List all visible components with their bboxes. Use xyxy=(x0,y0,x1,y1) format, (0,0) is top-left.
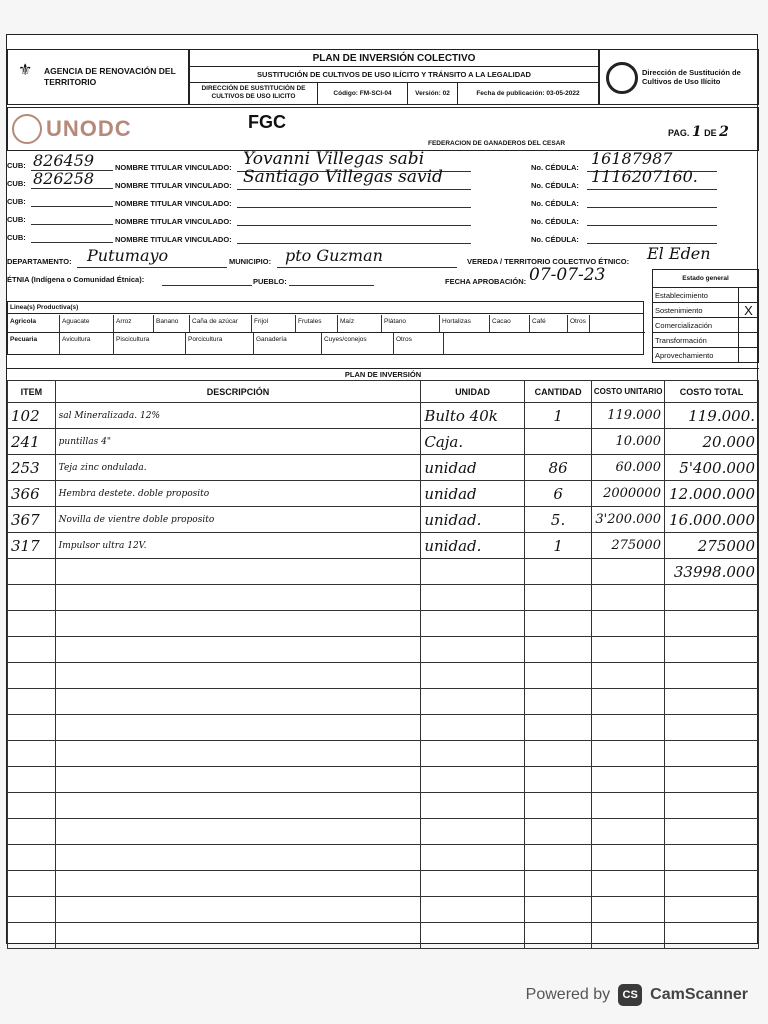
col-total: COSTO TOTAL xyxy=(664,381,758,403)
cell-item xyxy=(8,793,56,819)
linea-option[interactable]: Avicultura xyxy=(60,333,114,355)
cell-unit xyxy=(421,689,524,715)
cell-total xyxy=(664,819,758,845)
cell-desc xyxy=(55,637,421,663)
cell-qty: 6 xyxy=(524,481,592,507)
cell-unit xyxy=(421,845,524,871)
linea-option[interactable]: Cuyes/conejos xyxy=(322,333,394,355)
cub-label: CUB: xyxy=(7,233,26,242)
table-row xyxy=(8,507,759,533)
lineas-title: Linea(s) Productiva(s) xyxy=(8,302,643,314)
cell-total: 275000 xyxy=(664,533,758,559)
cell-qty xyxy=(524,819,592,845)
cedula-label: No. CÉDULA: xyxy=(531,199,579,208)
linea-option[interactable]: Café xyxy=(530,315,568,332)
cell-total xyxy=(664,715,758,741)
table-row xyxy=(8,923,759,949)
plan-title: PLAN DE INVERSIÓN COLECTIVO xyxy=(190,50,598,67)
cell-unit xyxy=(421,923,524,949)
cell-item: 253 xyxy=(8,455,56,481)
cell-qty: 1 xyxy=(524,403,592,429)
agency-name: AGENCIA DE RENOVACIÓN DEL TERRITORIO xyxy=(44,66,176,87)
cell-desc: Impulsor ultra 12V. xyxy=(55,533,421,559)
cell-unit_cost xyxy=(592,871,665,897)
cell-qty xyxy=(524,611,592,637)
plan-table xyxy=(7,380,759,949)
table-row xyxy=(8,897,759,923)
linea-option[interactable]: Piscicultura xyxy=(114,333,186,355)
cell-unit_cost xyxy=(592,663,665,689)
cell-qty xyxy=(524,845,592,871)
cell-unit xyxy=(421,663,524,689)
cell-qty xyxy=(524,793,592,819)
cell-desc xyxy=(55,663,421,689)
cell-qty xyxy=(524,637,592,663)
table-row xyxy=(8,585,759,611)
plan-section-title: PLAN DE INVERSIÓN xyxy=(7,368,759,380)
cell-unit_cost: 10.000 xyxy=(592,429,665,455)
cell-item xyxy=(8,637,56,663)
cell-item xyxy=(8,585,56,611)
colombia-seal-icon: ⚜ xyxy=(18,62,33,79)
cell-qty: 1 xyxy=(524,533,592,559)
cell-desc xyxy=(55,819,421,845)
cell-unit_cost xyxy=(592,741,665,767)
direction-label: DIRECCIÓN DE SUSTITUCIÓN DE CULTIVOS DE USO ILICITO xyxy=(190,83,318,105)
cell-item xyxy=(8,715,56,741)
cell-qty: 86 xyxy=(524,455,592,481)
cell-desc xyxy=(55,793,421,819)
cell-total xyxy=(664,741,758,767)
table-row xyxy=(8,611,759,637)
cell-desc xyxy=(55,741,421,767)
estado-box xyxy=(652,269,759,363)
un-emblem-icon xyxy=(12,114,42,144)
cell-item xyxy=(8,897,56,923)
cell-desc: Novilla de vientre doble proposito xyxy=(55,507,421,533)
cell-unit_cost xyxy=(592,923,665,949)
vereda-value: El Eden xyxy=(647,244,711,263)
cell-total: 119.000. xyxy=(664,403,758,429)
dept-value: Putumayo xyxy=(87,246,169,265)
cell-qty: 5. xyxy=(524,507,592,533)
fgc-logo xyxy=(248,112,286,133)
cell-unit_cost xyxy=(592,559,665,585)
cedula-label: No. CÉDULA: xyxy=(531,235,579,244)
cell-qty xyxy=(524,585,592,611)
cell-total: 5'400.000 xyxy=(664,455,758,481)
agency-block xyxy=(7,49,189,105)
cub-value: 826258 xyxy=(33,169,95,188)
cell-qty xyxy=(524,741,592,767)
plan-title-block xyxy=(189,49,599,105)
linea-option[interactable]: Frijol xyxy=(252,315,296,332)
table-row xyxy=(8,767,759,793)
mun-label: MUNICIPIO: xyxy=(229,257,272,266)
cell-unit xyxy=(421,871,524,897)
right-org-name: Dirección de Sustitución de Cultivos de Uso Ilícito xyxy=(642,68,741,86)
cell-total xyxy=(664,845,758,871)
cell-unit xyxy=(421,559,524,585)
estado-item: Sostenimiento X xyxy=(653,303,758,318)
cell-desc xyxy=(55,767,421,793)
col-item: ITEM xyxy=(8,381,56,403)
cell-desc xyxy=(55,715,421,741)
col-desc: DESCRIPCIÓN xyxy=(55,381,421,403)
cell-total xyxy=(664,689,758,715)
cedula-value: 16187987 xyxy=(591,149,673,168)
right-org-block xyxy=(599,49,759,105)
cell-unit: unidad. xyxy=(421,507,524,533)
linea-option[interactable]: Maíz xyxy=(338,315,382,332)
unodc-text: UNODC xyxy=(46,116,132,141)
cub-label: CUB: xyxy=(7,215,26,224)
cell-desc xyxy=(55,611,421,637)
camscanner-logo-icon: CS xyxy=(618,984,642,1006)
vereda-label: VEREDA / TERRITORIO COLECTIVO ÉTNICO: xyxy=(467,257,630,266)
cell-desc: Teja zinc ondulada. xyxy=(55,455,421,481)
cub-value: 826459 xyxy=(33,151,95,170)
cell-unit_cost xyxy=(592,793,665,819)
cell-unit_cost: 119.000 xyxy=(592,403,665,429)
name-value: Yovanni Villegas sabi xyxy=(243,149,425,169)
table-row xyxy=(8,663,759,689)
linea-option[interactable]: Plátano xyxy=(382,315,440,332)
cell-item: 241 xyxy=(8,429,56,455)
cell-qty xyxy=(524,923,592,949)
page-total: 2 xyxy=(719,124,729,140)
cell-item xyxy=(8,845,56,871)
cell-qty xyxy=(524,429,592,455)
table-row xyxy=(8,559,759,585)
cell-qty xyxy=(524,559,592,585)
linea-option[interactable]: Banano xyxy=(154,315,190,332)
cell-total xyxy=(664,897,758,923)
cell-qty xyxy=(524,767,592,793)
cell-unit_cost xyxy=(592,637,665,663)
cell-unit_cost xyxy=(592,767,665,793)
table-row xyxy=(8,819,759,845)
publication-date: Fecha de publicación: 03-05-2022 xyxy=(476,90,580,97)
name-value: Santiago Villegas savid xyxy=(243,167,443,187)
cell-unit xyxy=(421,767,524,793)
cell-desc xyxy=(55,871,421,897)
cell-unit xyxy=(421,585,524,611)
form-version: Versión: 02 xyxy=(408,83,458,105)
mun-value: pto Guzman xyxy=(285,246,383,265)
cell-item xyxy=(8,741,56,767)
cell-item: 366 xyxy=(8,481,56,507)
estado-item: Aprovechamiento xyxy=(653,348,758,363)
table-row xyxy=(8,715,759,741)
name-label: NOMBRE TITULAR VINCULADO: xyxy=(115,199,232,208)
estado-checkbox[interactable] xyxy=(738,318,758,332)
cell-desc: puntillas 4" xyxy=(55,429,421,455)
cell-unit xyxy=(421,897,524,923)
cell-unit xyxy=(421,741,524,767)
linea-option[interactable]: Otros xyxy=(568,315,590,332)
cell-item xyxy=(8,923,56,949)
cell-total xyxy=(664,923,758,949)
cedula-label: No. CÉDULA: xyxy=(531,217,579,226)
linea-category: Agricola xyxy=(8,315,60,332)
cell-unit xyxy=(421,637,524,663)
cell-total xyxy=(664,663,758,689)
cell-total: 12.000.000 xyxy=(664,481,758,507)
table-row xyxy=(8,741,759,767)
cell-total xyxy=(664,637,758,663)
form-sheet xyxy=(6,34,758,944)
estado-checkbox[interactable] xyxy=(738,288,758,302)
name-label: NOMBRE TITULAR VINCULADO: xyxy=(115,163,232,172)
form-code: Código: FM-SCI-04 xyxy=(318,83,408,105)
cell-unit_cost: 60.000 xyxy=(592,455,665,481)
cell-total xyxy=(664,585,758,611)
cell-unit_cost xyxy=(592,897,665,923)
table-row xyxy=(8,845,759,871)
cell-unit_cost xyxy=(592,715,665,741)
table-row xyxy=(8,455,759,481)
linea-option[interactable]: Aguacate xyxy=(60,315,114,332)
dept-label: DEPARTAMENTO: xyxy=(7,257,72,266)
table-row xyxy=(8,793,759,819)
cell-total: 20.000 xyxy=(664,429,758,455)
lineas-box xyxy=(7,301,644,355)
estado-checkbox[interactable] xyxy=(738,348,758,362)
cell-desc: Hembra destete. doble proposito xyxy=(55,481,421,507)
cell-item xyxy=(8,611,56,637)
table-row xyxy=(8,871,759,897)
org-logo-icon xyxy=(606,62,638,94)
cell-qty xyxy=(524,871,592,897)
cell-unit: unidad xyxy=(421,481,524,507)
cell-unit_cost xyxy=(592,585,665,611)
powered-by-text: Powered by xyxy=(525,986,611,1003)
cell-total xyxy=(664,793,758,819)
cell-unit_cost: 275000 xyxy=(592,533,665,559)
col-unit: UNIDAD xyxy=(421,381,524,403)
linea-option[interactable]: Caña de azúcar xyxy=(190,315,252,332)
cell-unit: unidad xyxy=(421,455,524,481)
fgc-text: FGC xyxy=(248,112,286,132)
cell-unit: Bulto 40k xyxy=(421,403,524,429)
linea-option[interactable]: Porcicultura xyxy=(186,333,254,355)
cell-item: 102 xyxy=(8,403,56,429)
cell-unit_cost: 2000000 xyxy=(592,481,665,507)
col-qty: CANTIDAD xyxy=(524,381,592,403)
table-row xyxy=(8,689,759,715)
linea-option[interactable]: Hortalizas xyxy=(440,315,490,332)
cell-qty xyxy=(524,897,592,923)
cell-item xyxy=(8,559,56,585)
cell-item xyxy=(8,767,56,793)
table-row xyxy=(8,533,759,559)
cub-label: CUB: xyxy=(7,161,26,170)
estado-checkbox[interactable] xyxy=(738,333,758,347)
cell-item xyxy=(8,689,56,715)
cell-desc xyxy=(55,923,421,949)
cell-unit xyxy=(421,793,524,819)
cell-unit_cost xyxy=(592,845,665,871)
cedula-label: No. CÉDULA: xyxy=(531,163,579,172)
federation-label: FEDERACION DE GANADEROS DEL CESAR xyxy=(428,140,566,147)
cell-item: 317 xyxy=(8,533,56,559)
unodc-logo xyxy=(12,114,132,144)
cedula-value: 1116207160. xyxy=(591,167,698,186)
cell-unit_cost xyxy=(592,689,665,715)
cedula-label: No. CÉDULA: xyxy=(531,181,579,190)
plan-subtitle: SUSTITUCIÓN DE CULTIVOS DE USO ILÍCITO Y TRÁNSITO A LA LEGALIDAD xyxy=(190,67,598,83)
grand-total: 33998.000 xyxy=(664,559,758,585)
cell-desc xyxy=(55,585,421,611)
cell-item xyxy=(8,663,56,689)
cell-total: 16.000.000 xyxy=(664,507,758,533)
col-unit-cost: COSTO UNITARIO xyxy=(592,381,665,403)
estado-checkbox[interactable]: X xyxy=(738,303,758,317)
table-row xyxy=(8,637,759,663)
logo-row xyxy=(7,107,759,151)
cell-unit xyxy=(421,611,524,637)
linea-option[interactable]: Otros xyxy=(394,333,444,355)
page-indicator: PAG. 1 DE 2 xyxy=(668,124,729,140)
camscanner-footer xyxy=(526,984,748,1006)
cell-desc xyxy=(55,689,421,715)
cub-label: CUB: xyxy=(7,197,26,206)
linea-option[interactable]: Cacao xyxy=(490,315,530,332)
pueblo-label: PUEBLO: xyxy=(253,277,287,286)
estado-item: Transformación xyxy=(653,333,758,348)
cub-label: CUB: xyxy=(7,179,26,188)
cell-item xyxy=(8,819,56,845)
page-number: 1 xyxy=(691,124,702,140)
cell-total xyxy=(664,871,758,897)
estado-title: Estado general xyxy=(653,270,758,288)
linea-category: Pecuaria xyxy=(8,333,60,355)
cell-unit_cost xyxy=(592,611,665,637)
linea-option[interactable]: Ganadería xyxy=(254,333,322,355)
name-label: NOMBRE TITULAR VINCULADO: xyxy=(115,217,232,226)
cell-item: 367 xyxy=(8,507,56,533)
name-label: NOMBRE TITULAR VINCULADO: xyxy=(115,181,232,190)
linea-option[interactable]: Arroz xyxy=(114,315,154,332)
cell-unit xyxy=(421,819,524,845)
cell-desc xyxy=(55,559,421,585)
cell-desc xyxy=(55,897,421,923)
cell-total xyxy=(664,767,758,793)
cell-qty xyxy=(524,663,592,689)
cell-qty xyxy=(524,689,592,715)
cell-desc: sal Mineralizada. 12% xyxy=(55,403,421,429)
cell-desc xyxy=(55,845,421,871)
camscanner-brand: CamScanner xyxy=(650,986,748,1003)
etnia-label: ÉTNIA (Indígena o Comunidad Étnica): xyxy=(7,275,145,284)
estado-item: Comercialización xyxy=(653,318,758,333)
table-row xyxy=(8,403,759,429)
table-row xyxy=(8,429,759,455)
cell-unit: unidad. xyxy=(421,533,524,559)
cell-unit xyxy=(421,715,524,741)
cell-item xyxy=(8,871,56,897)
cell-unit_cost: 3'200.000 xyxy=(592,507,665,533)
cell-qty xyxy=(524,715,592,741)
cell-unit: Caja. xyxy=(421,429,524,455)
cell-unit_cost xyxy=(592,819,665,845)
name-label: NOMBRE TITULAR VINCULADO: xyxy=(115,235,232,244)
table-row xyxy=(8,481,759,507)
estado-item: Establecimiento xyxy=(653,288,758,303)
fecha-label: FECHA APROBACIÓN: xyxy=(445,277,527,286)
fecha-value: 07-07-23 xyxy=(529,265,606,285)
linea-option[interactable]: Frutales xyxy=(296,315,338,332)
cell-total xyxy=(664,611,758,637)
